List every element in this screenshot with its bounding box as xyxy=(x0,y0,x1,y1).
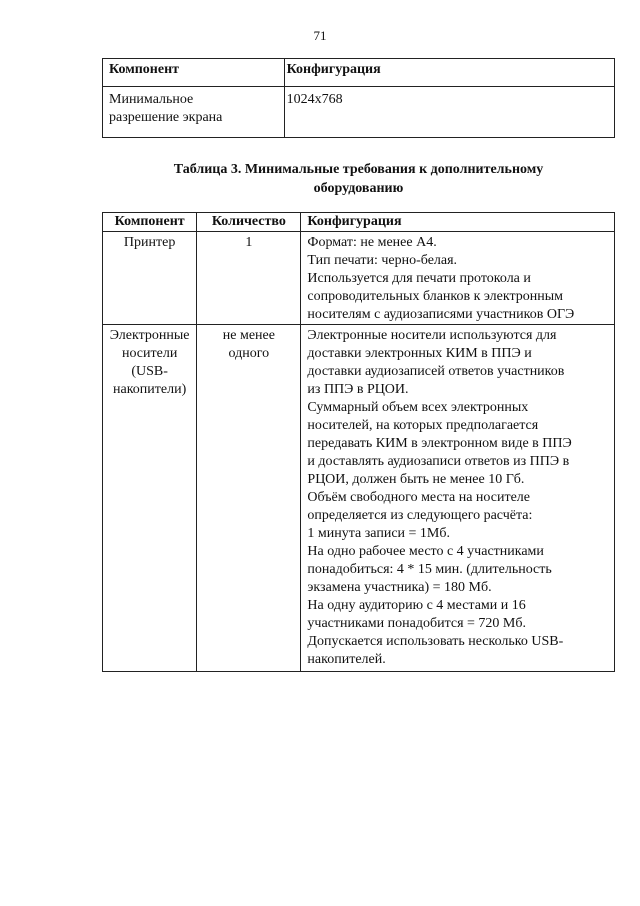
cell-component xyxy=(103,87,285,138)
cell-line: Принтер xyxy=(123,235,176,250)
cell-line: передавать КИМ в электронном виде в ППЭ xyxy=(307,436,572,451)
cell-line: Суммарный объем всех электронных xyxy=(307,400,529,415)
cell-line: не менее xyxy=(222,328,275,343)
cell-line: Минимальное xyxy=(109,92,194,107)
cell-line: Тип печати: черно-белая. xyxy=(307,253,458,268)
header-component: Компонент xyxy=(103,213,197,232)
cell-line: На одно рабочее место с 4 участниками xyxy=(307,544,544,559)
cell-configuration: 1024x768 xyxy=(284,87,614,138)
cell-line: Допускается использовать несколько USB- xyxy=(307,634,564,649)
cell-line: носителям с аудиозаписями участников ОГЭ xyxy=(307,307,575,322)
cell-line: 1 минута записи = 1Мб. xyxy=(307,526,450,541)
cell-line: накопители) xyxy=(113,382,187,397)
cell-line: Электронные xyxy=(109,328,190,343)
cell-line: Используется для печати протокола и xyxy=(307,271,531,286)
table-caption xyxy=(102,160,615,198)
cell-line: накопителей. xyxy=(307,652,386,667)
cell-line: носителей, на которых предполагается xyxy=(307,418,539,433)
cell-line: понадобиться: 4 * 15 мин. (длительность xyxy=(307,562,552,577)
caption-line: Таблица 3. Минимальные требования к дополнительному xyxy=(173,162,544,177)
cell-line: доставки аудиозаписей ответов участников xyxy=(307,364,565,379)
cell-line: 1 xyxy=(245,235,253,250)
cell-line: носители xyxy=(121,346,178,361)
header-configuration: Конфигурация xyxy=(284,59,614,87)
cell-configuration xyxy=(301,232,615,325)
caption-line: оборудованию xyxy=(313,181,404,196)
cell-line: РЦОИ, должен быть не менее 10 Гб. xyxy=(307,472,525,487)
additional-equipment-table xyxy=(102,212,615,672)
table-header-row xyxy=(103,213,615,232)
cell-line: сопроводительных бланков к электронным xyxy=(307,289,564,304)
header-configuration: Конфигурация xyxy=(301,213,615,232)
table-row xyxy=(103,87,615,138)
cell-line: определяется из следующего расчёта: xyxy=(307,508,533,523)
cell-line: Объём свободного места на носителе xyxy=(307,490,530,505)
cell-component xyxy=(103,325,197,672)
table-header-row xyxy=(103,59,615,87)
cell-line: участниками понадобится = 720 Мб. xyxy=(307,616,526,631)
display-requirements-table xyxy=(102,58,615,138)
cell-line: экзамена участника) = 180 Мб. xyxy=(307,580,492,595)
cell-quantity xyxy=(197,325,301,672)
cell-configuration xyxy=(301,325,615,672)
cell-line: На одну аудиторию с 4 местами и 16 xyxy=(307,598,526,613)
cell-line: Электронные носители используются для xyxy=(307,328,557,343)
cell-line: (USB- xyxy=(131,364,168,379)
cell-line: из ППЭ в РЦОИ. xyxy=(307,382,409,397)
cell-component xyxy=(103,232,197,325)
cell-line: одного xyxy=(228,346,270,361)
cell-line: и доставлять аудиозаписи ответов из ППЭ в xyxy=(307,454,570,469)
cell-quantity xyxy=(197,232,301,325)
table-row xyxy=(103,232,615,325)
table-row xyxy=(103,325,615,672)
page-number: 71 xyxy=(313,28,327,43)
header-component: Компонент xyxy=(103,59,285,87)
cell-line: доставки электронных КИМ в ППЭ и xyxy=(307,346,532,361)
cell-line: Формат: не менее А4. xyxy=(307,235,437,250)
cell-line: разрешение экрана xyxy=(109,110,223,125)
header-quantity: Количество xyxy=(197,213,301,232)
